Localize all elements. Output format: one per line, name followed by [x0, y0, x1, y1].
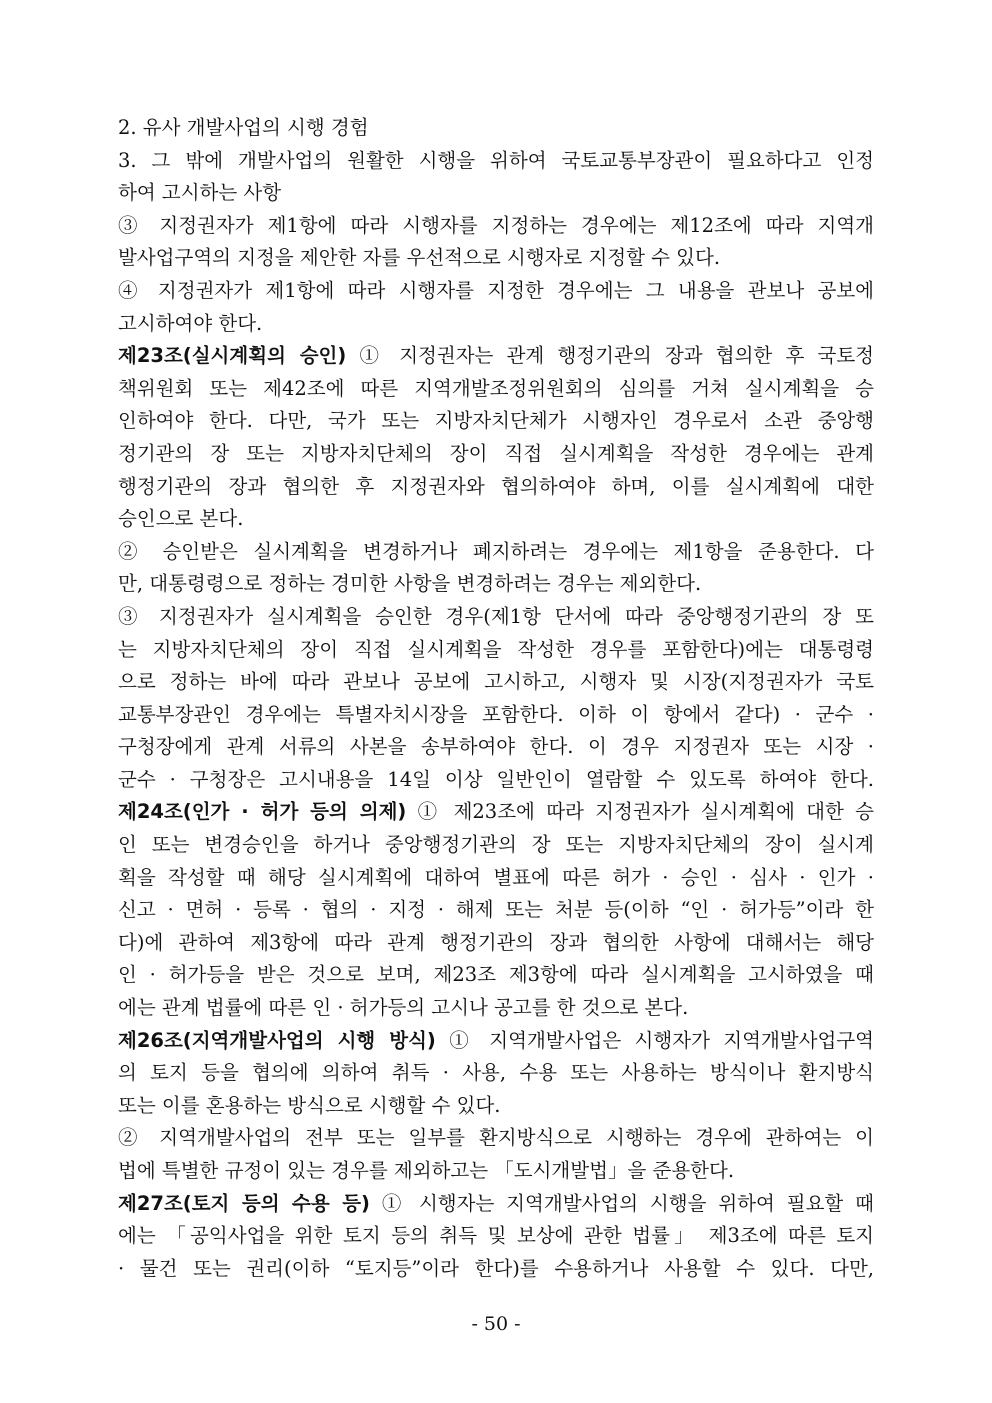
text-line [118, 503, 874, 536]
text-line [118, 177, 874, 210]
article-heading: 제24조(인가 · 허가 등의 의제) [118, 800, 407, 824]
line-text: 행정기관의 장과 협의한 후 지정권자와 협의하여야 하며, 이를 실시계획에 대한 [118, 474, 874, 498]
line-text: 교통부장관인 경우에는 특별자치시장을 포함한다. 이하 이 항에서 같다) · 군수 · [118, 702, 874, 726]
line-text: 만, 대통령령으로 정하는 경미한 사항을 변경하려는 경우는 제외한다. [118, 572, 702, 596]
text-line [118, 1188, 874, 1221]
text-line [118, 373, 874, 406]
line-text: 으로 정하는 바에 따라 관보나 공보에 고시하고, 시행자 및 시장(지정권자가 국토 [118, 670, 874, 694]
line-text: 획을 작성할 때 해당 실시계획에 대하여 별표에 따른 허가 · 승인 · 심사 · 인가 · [118, 865, 874, 889]
text-line [118, 1155, 874, 1188]
text-line [118, 1253, 874, 1286]
line-text: 인 또는 변경승인을 하거나 중앙행정기관의 장 또는 지방자치단체의 장이 실시계 [118, 833, 874, 857]
line-text: 군수 · 구청장은 고시내용을 14일 이상 일반인이 열람할 수 있도록 하여야 한다. [118, 767, 874, 791]
document-body [118, 112, 874, 1285]
text-line [118, 1025, 874, 1058]
text-line [118, 601, 874, 634]
line-text: 또는 이를 혼용하는 방식으로 시행할 수 있다. [118, 1093, 501, 1117]
text-line [118, 992, 874, 1025]
line-text: ① 제23조에 따라 지정권자가 실시계획에 대한 승 [406, 800, 874, 824]
line-text: 법에 특별한 규정이 있는 경우를 제외하고는 「도시개발법」을 준용한다. [118, 1159, 735, 1182]
line-text: 발사업구역의 지정을 제안한 자를 우선적으로 시행자로 지정할 수 있다. [118, 246, 721, 270]
text-line [118, 764, 874, 797]
line-text: 인 · 허가등을 받은 것으로 보며, 제23조 제3항에 따라 실시계획을 고시하였을 때 [118, 963, 874, 987]
text-line [118, 731, 874, 764]
line-text: 승인으로 본다. [118, 507, 244, 531]
line-text: 3. 그 밖에 개발사업의 원활한 시행을 위하여 국토교통부장관이 필요하다고 인정 [118, 148, 874, 172]
line-text: 의 토지 등을 협의에 의하여 취득 · 사용, 수용 또는 사용하는 방식이나 환지방식 [118, 1061, 874, 1085]
line-text: ③ 지정권자가 실시계획을 승인한 경우(제1항 단서에 따라 중앙행정기관의 장 또 [118, 604, 874, 628]
line-text: ② 지역개발사업의 전부 또는 일부를 환지방식으로 시행하는 경우에 관하여는 이 [118, 1126, 874, 1150]
article-heading: 제23조(실시계획의 승인) [118, 344, 347, 368]
line-text: ④ 지정권자가 제1항에 따라 시행자를 지정한 경우에는 그 내용을 관보나 공보에 [118, 278, 874, 302]
text-line [118, 242, 874, 275]
line-text: 구청장에게 관계 서류의 사본을 송부하여야 한다. 이 경우 지정권자 또는 시장 · [118, 735, 874, 759]
line-text: 고시하여야 한다. [118, 311, 263, 335]
line-text: 에는 「공익사업을 위한 토지 등의 취득 및 보상에 관한 법률」 제3조에 따른 토지 [118, 1224, 874, 1248]
text-line [118, 959, 874, 992]
text-line [118, 1090, 874, 1123]
line-text: 2. 유사 개발사업의 시행 경험 [118, 116, 369, 139]
text-line [118, 438, 874, 471]
text-line [118, 862, 874, 895]
text-line [118, 1057, 874, 1090]
line-text: 인하여야 한다. 다만, 국가 또는 지방자치단체가 시행자인 경우로서 소관 중앙행 [118, 409, 874, 433]
text-line [118, 308, 874, 341]
article-heading: 제27조(토지 등의 수용 등) [118, 1191, 370, 1215]
text-line [118, 275, 874, 308]
text-line [118, 112, 874, 145]
text-line [118, 340, 874, 373]
line-text: ③ 지정권자가 제1항에 따라 시행자를 지정하는 경우에는 제12조에 따라 지역개 [118, 213, 874, 237]
text-line [118, 1220, 874, 1253]
text-line [118, 145, 874, 178]
line-text: 다)에 관하여 제3항에 따라 관계 행정기관의 장과 협의한 사항에 대해서는 해당 [118, 930, 874, 954]
article-heading: 제26조(지역개발사업의 시행 방식) [118, 1028, 436, 1052]
line-text: 책위원회 또는 제42조에 따른 지역개발조정위원회의 심의를 거쳐 실시계획을 승 [118, 376, 874, 400]
page-number: - 50 - [471, 1313, 521, 1335]
text-line [118, 927, 874, 960]
line-text: ① 지정권자는 관계 행정기관의 장과 협의한 후 국토정 [346, 344, 874, 368]
text-line [118, 568, 874, 601]
line-text: 정기관의 장 또는 지방자치단체의 장이 직접 실시계획을 작성한 경우에는 관계 [118, 441, 874, 465]
line-text: · 물건 또는 권리(이하 “토지등”이라 한다)를 수용하거나 사용할 수 있다. 다만, [118, 1256, 874, 1280]
text-line [118, 1122, 874, 1155]
text-line [118, 634, 874, 667]
text-line [118, 536, 874, 569]
line-text: ① 시행자는 지역개발사업의 시행을 위하여 필요할 때 [369, 1191, 874, 1215]
text-line [118, 471, 874, 504]
line-text: 하여 고시하는 사항 [118, 181, 282, 205]
text-line [118, 666, 874, 699]
line-text: 는 지방자치단체의 장이 직접 실시계획을 작성한 경우를 포함한다)에는 대통령령 [118, 637, 874, 661]
text-line [118, 894, 874, 927]
text-line [118, 829, 874, 862]
line-text: ① 지역개발사업은 시행자가 지역개발사업구역 [435, 1028, 874, 1052]
text-line [118, 405, 874, 438]
text-line [118, 699, 874, 732]
text-line [118, 210, 874, 243]
text-line [118, 796, 874, 829]
line-text: 신고 · 면허 · 등록 · 협의 · 지정 · 해제 또는 처분 등(이하 “인 · 허가등”이라 한 [118, 898, 874, 922]
line-text: ② 승인받은 실시계획을 변경하거나 폐지하려는 경우에는 제1항을 준용한다. 다 [118, 539, 874, 563]
line-text: 에는 관계 법률에 따른 인 · 허가등의 고시나 공고를 한 것으로 본다. [118, 996, 689, 1020]
